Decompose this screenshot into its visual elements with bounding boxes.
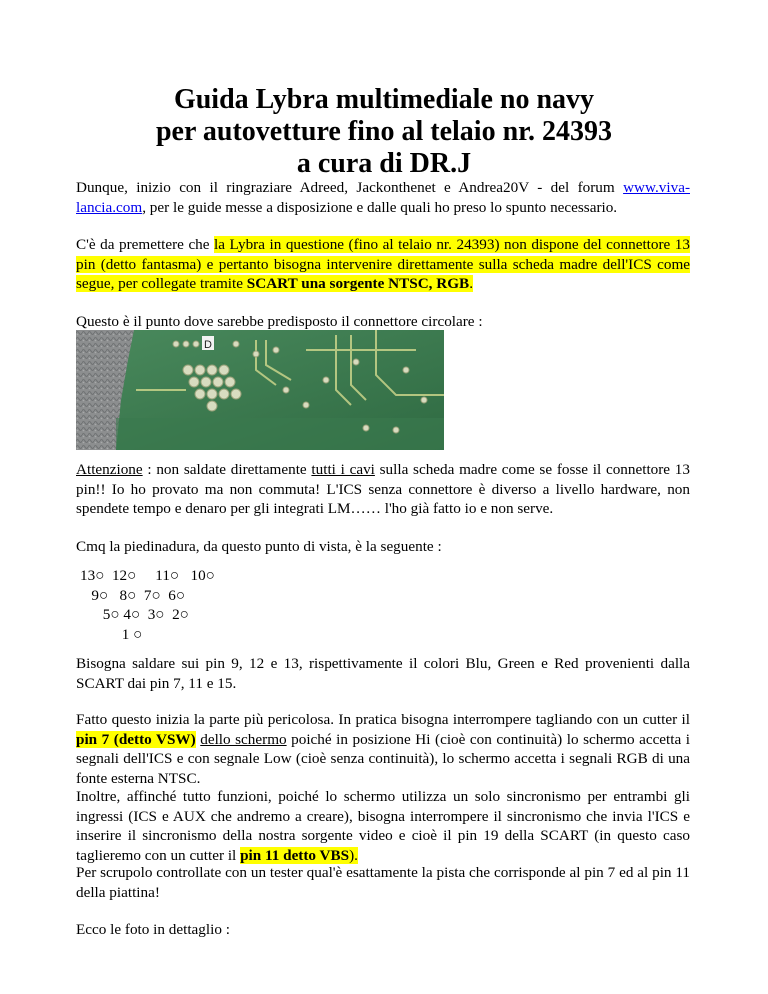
pinout-row-3: 5○ 4○ 3○ 2○ [80, 606, 189, 623]
vsw-text-end: poiché in posizione Hi (cioè con continuità) lo schermo accetta i segnali dell'ICS e con segnale Low (cioè senza continuità), lo schermo accetta i segnali RGB di una fonte esterna NTSC. [76, 730, 690, 787]
title-line-2: per autovetture fino al telaio nr. 24393 [155, 116, 612, 147]
connector-paragraph: Questo è il punto dove sarebbe predisposto il connettore circolare : [76, 313, 483, 330]
pcb-image [76, 330, 444, 450]
vsw-highlight: pin 7 (detto VSW) [76, 730, 196, 748]
pinout-row-2: 9○ 8○ 7○ 6○ [80, 586, 186, 604]
pinout-diagram [80, 566, 215, 644]
warning-text-end: sulla scheda madre come se fosse il connettore 13 pin!! Io ho provato ma non commuta! L'ICS senza connettore è diverso a livello hardware, non spendete tempo e denaro per gli integrati LM…… l'ho già fatto io e non serve. [76, 461, 690, 517]
warning-text: : non saldate direttamente [142, 461, 312, 478]
sync-end: ). [349, 846, 358, 864]
title-line-1: Guida Lybra multimediale no navy [173, 84, 595, 115]
vsw-text: Fatto questo inizia la parte più pericolosa. In pratica bisogna interrompere tagliando con un cutter il [76, 711, 690, 728]
vsw-underline: dello schermo [200, 730, 287, 748]
solder-paragraph: Bisogna saldare sui pin 9, 12 e 13, rispettivamente il colori Blu, Green e Red provenienti dalla SCART dai pin 7, 11 e 15. [76, 655, 690, 692]
sync-paragraph [76, 787, 690, 865]
tester-paragraph: Per scrupolo controllate con un tester qual'è esattamente la pista che corrisponde al pin 7 ed al pin 11 della piattina! [76, 864, 690, 901]
photos-paragraph: Ecco le foto in dettaglio : [76, 921, 230, 938]
premise-highlight-bold: SCART una sorgente NTSC, RGB [246, 275, 470, 292]
forum-link[interactable]: www.viva-lancia.com [76, 179, 690, 216]
pinout-row-4: 1 ○ [80, 625, 143, 643]
intro-text: Dunque, inizio con il ringraziare Adreed, Jackonthenet e Andrea20V - del forum [76, 179, 624, 196]
vsw-paragraph [76, 710, 690, 788]
premise-highlight: la Lybra in questione (fino al telaio nr. 24393) non dispone del connettore 13 pin (detto fantasma) e pertanto bisogna intervenire direttamente sulla scheda madre dell'ICS come segue, per collegate tramite [76, 236, 690, 292]
pinout-row-1: 13○ 12○ 11○ 10○ [80, 567, 215, 584]
intro-text-end: , per le guide messe a disposizione e dalle quali ho preso lo spunto necessario. [142, 198, 618, 216]
warning-emphasis: tutti i cavi [311, 461, 375, 478]
premise-end: . [469, 275, 473, 292]
premise-paragraph [76, 235, 690, 294]
warning-label: Attenzione [76, 461, 143, 478]
document-title [0, 84, 768, 180]
sync-text: Inoltre, affinché tutto funzioni, poiché lo schermo utilizza un solo sincronismo per entrambi gli ingressi (ICS e AUX che andremo a creare), bisogna interrompere il sincronismo che invia l'ICS e inserire il sincronismo della nostra sorgente video e cioè il pin 19 della SCART (in questo caso taglieremo con un cutter il [76, 788, 690, 864]
sync-highlight: pin 11 detto VBS [240, 846, 350, 864]
premise-text: C'è da premettere che [76, 236, 215, 253]
warning-paragraph [76, 460, 690, 519]
pcb-marking: D [204, 339, 212, 351]
pinout-intro: Cmq la piedinadura, da questo punto di vista, è la seguente : [76, 538, 442, 555]
title-line-3: a cura di DR.J [296, 148, 472, 179]
intro-paragraph [76, 178, 690, 217]
pcb-photo [76, 330, 444, 450]
